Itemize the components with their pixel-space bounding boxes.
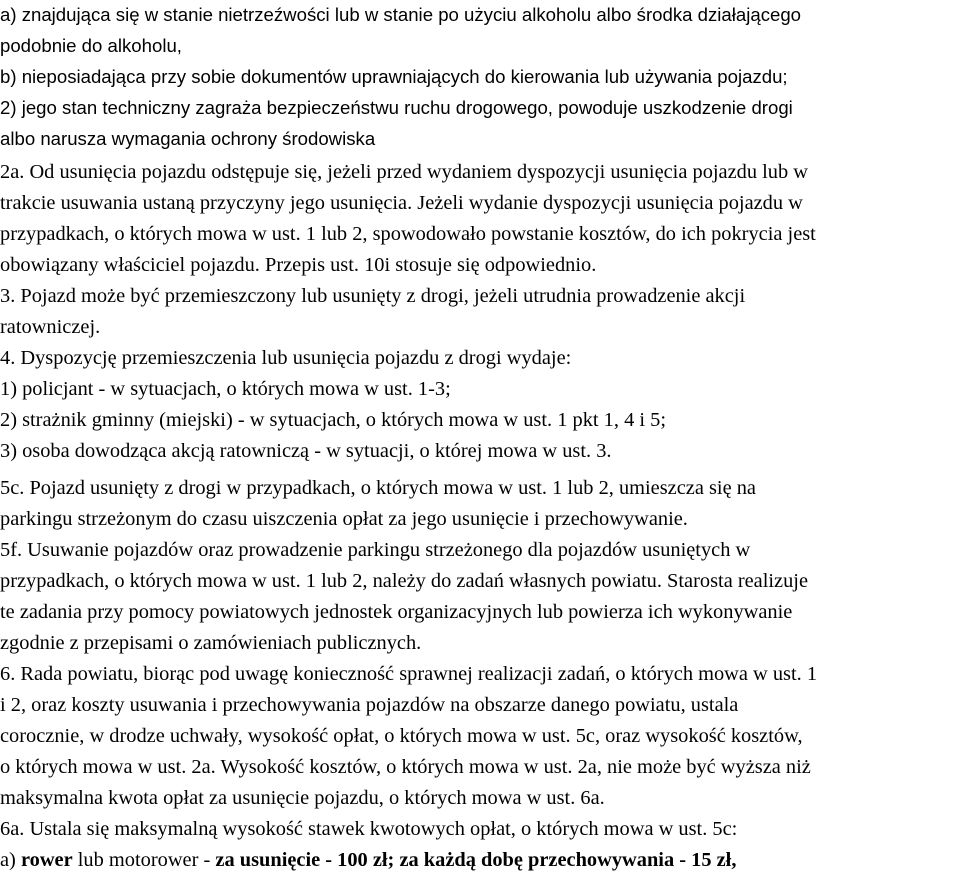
text-line: przypadkach, o których mowa w ust. 1 lub 2, należy do zadań własnych powiatu. Starosta realizuje (0, 570, 809, 592)
text-line: trakcie usuwania ustaną przyczyny jego usunięcia. Jeżeli wydanie dyspozycji usunięcia pojazdu w (0, 192, 803, 214)
text-line: 5f. Usuwanie pojazdów oraz prowadzenie parkingu strzeżonego dla pojazdów usuniętych w (0, 539, 751, 561)
text-line: 6. Rada powiatu, biorąc pod uwagę konieczność sprawnej realizacji zadań, o których mowa w ust. 1 (0, 663, 818, 685)
text-line: 1) policjant - w sytuacjach, o których mowa w ust. 1-3; (0, 378, 451, 400)
text-line: te zadania przy pomocy powiatowych jednostek organizacyjnych lub powierza ich wykonywanie (0, 601, 793, 623)
text-line: 6a. Ustala się maksymalną wysokość stawek kwotowych opłat, o których mowa w ust. 5c: (0, 818, 738, 840)
text-line: albo narusza wymagania ochrony środowiska (0, 128, 376, 149)
item-text: lub motorower - (72, 849, 216, 871)
text-line: o których mowa w ust. 2a. Wysokość kosztów, o których mowa w ust. 2a, nie może być wyższa niż (0, 756, 811, 778)
bold-term: rower (20, 849, 73, 871)
text-line: obowiązany właściciel pojazdu. Przepis ust. 10i stosuje się odpowiednio. (0, 254, 597, 276)
text-line: a) znajdująca się w stanie nietrzeźwości lub w stanie po użyciu alkoholu albo środka działającego (0, 4, 802, 25)
text-line: b) nieposiadająca przy sobie dokumentów uprawniających do kierowania lub używania pojazdu; (0, 66, 788, 87)
text-line: podobnie do alkoholu, (0, 35, 182, 56)
text-line: 3) osoba dowodząca akcją ratowniczą - w sytuacji, o której mowa w ust. 3. (0, 440, 612, 462)
text-line: parkingu strzeżonym do czasu uiszczenia opłat za jego usunięcie i przechowywanie. (0, 508, 688, 530)
text-line-last (0, 845, 736, 875)
text-line: 5c. Pojazd usunięty z drogi w przypadkach, o których mowa w ust. 1 lub 2, umieszcza się na (0, 477, 756, 499)
bold-rate: za usunięcie - 100 zł; za każdą dobę przechowywania - 15 zł, (215, 849, 737, 871)
text-line: 3. Pojazd może być przemieszczony lub usunięty z drogi, jeżeli utrudnia prowadzenie akcji (0, 285, 746, 307)
text-line: corocznie, w drodze uchwały, wysokość opłat, o których mowa w ust. 5c, oraz wysokość kosztów, (0, 725, 803, 747)
text-line: 2) strażnik gminny (miejski) - w sytuacjach, o których mowa w ust. 1 pkt 1, 4 i 5; (0, 409, 666, 431)
text-line: maksymalna kwota opłat za usunięcie pojazdu, o których mowa w ust. 6a. (0, 787, 605, 809)
text-line: zgodnie z przepisami o zamówieniach publicznych. (0, 632, 422, 654)
text-line: i 2, oraz koszty usuwania i przechowywania pojazdów na obszarze danego powiatu, ustala (0, 694, 739, 716)
text-line: 2) jego stan techniczny zagraża bezpieczeństwu ruchu drogowego, powoduje uszkodzenie drogi (0, 97, 793, 118)
text-line: 2a. Od usunięcia pojazdu odstępuje się, jeżeli przed wydaniem dyspozycji usunięcia pojazdu lub w (0, 161, 809, 183)
text-line: przypadkach, o których mowa w ust. 1 lub 2, spowodowało powstanie kosztów, do ich pokrycia jest (0, 223, 816, 245)
text-line: 4. Dyspozycję przemieszczenia lub usunięcia pojazdu z drogi wydaje: (0, 347, 572, 369)
item-prefix: a) (0, 849, 21, 871)
text-line: ratowniczej. (0, 316, 101, 338)
